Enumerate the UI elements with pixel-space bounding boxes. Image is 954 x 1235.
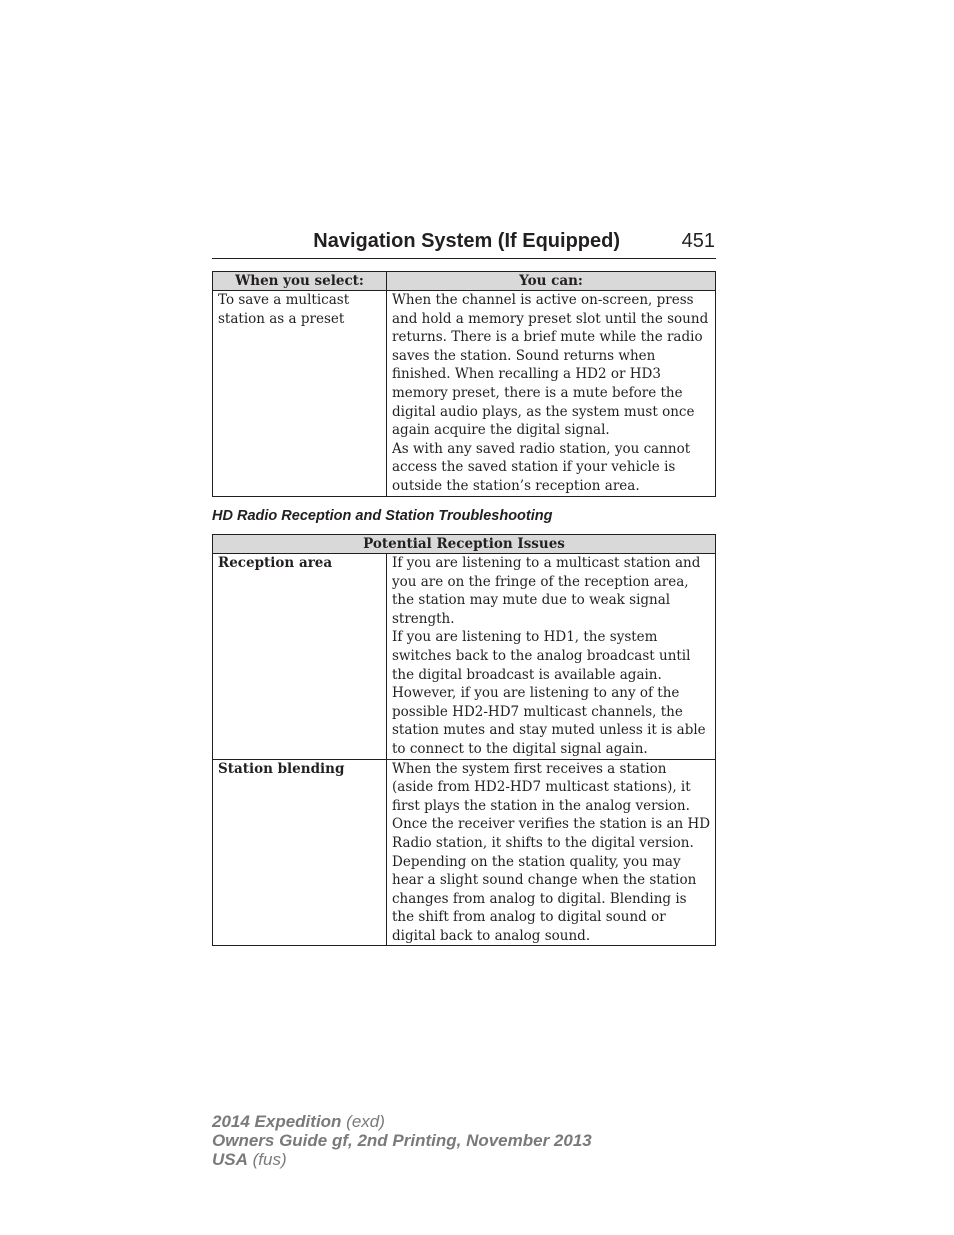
table-header-row (213, 272, 716, 291)
footer-market: USA (212, 1150, 248, 1169)
table-cell-description (387, 759, 716, 946)
cell-paragraph: When the channel is active on-screen, press and hold a memory preset slot until the sound returns. There is a brief mute while the radio saves the station. Sound returns when finished. When recalling a HD2 or HD3 memory preset, there is a mute before the digital audio plays, as the system must once again acquire the digital signal. (392, 292, 709, 439)
table-row (213, 291, 716, 497)
section-heading: HD Radio Reception and Station Troubleshooting (212, 508, 553, 524)
cell-paragraph: If you are listening to HD1, the system switches back to the analog broadcast until the digital broadcast is available again. However, if you are listening to any of the possible HD2-HD7 multicast channels, the station mutes and stay muted unless it is able to connect to the digital signal again. (392, 629, 706, 757)
table-cell-label: Station blending (213, 759, 387, 946)
footer-printing: Owners Guide gf, 2nd Printing, November 2013 (212, 1131, 592, 1150)
table-header-row (213, 535, 716, 554)
page-footer (212, 1112, 592, 1169)
column-header-select: When you select: (213, 272, 387, 291)
cell-paragraph: As with any saved radio station, you cannot access the saved station if your vehicle is outside the station’s reception area. (392, 440, 691, 494)
reception-issues-table (212, 534, 716, 946)
table-cell-select: To save a multicast station as a preset (213, 291, 387, 497)
footer-model-code: (exd) (346, 1112, 385, 1131)
footer-market-code: (fus) (252, 1150, 287, 1169)
page-header (212, 228, 716, 259)
column-header-action: You can: (387, 272, 716, 291)
table-cell-label: Reception area (213, 554, 387, 760)
page-number: 451 (681, 230, 715, 252)
footer-line (212, 1112, 592, 1131)
footer-model: 2014 Expedition (212, 1112, 342, 1131)
cell-paragraph: When the system first receives a station (aside from HD2-HD7 multicast stations), it first plays the station in the analog version. Once the receiver verifies the station is an HD Radio station, it shifts to the digital version. Depending on the station quality, you may hear a slight sound change when the station changes from analog to digital. Blending is the shift from analog to digital sound or digital back to analog sound. (392, 760, 711, 944)
table-cell-action (387, 291, 716, 497)
table-cell-description (387, 554, 716, 760)
preset-table (212, 271, 716, 497)
table-row (213, 759, 716, 946)
table-header: Potential Reception Issues (213, 535, 716, 554)
footer-line (212, 1150, 592, 1169)
table-row (213, 554, 716, 760)
page-title: Navigation System (If Equipped) (313, 230, 620, 252)
cell-paragraph: If you are listening to a multicast station and you are on the fringe of the reception area, the station may mute due to weak signal strength. (392, 555, 701, 627)
